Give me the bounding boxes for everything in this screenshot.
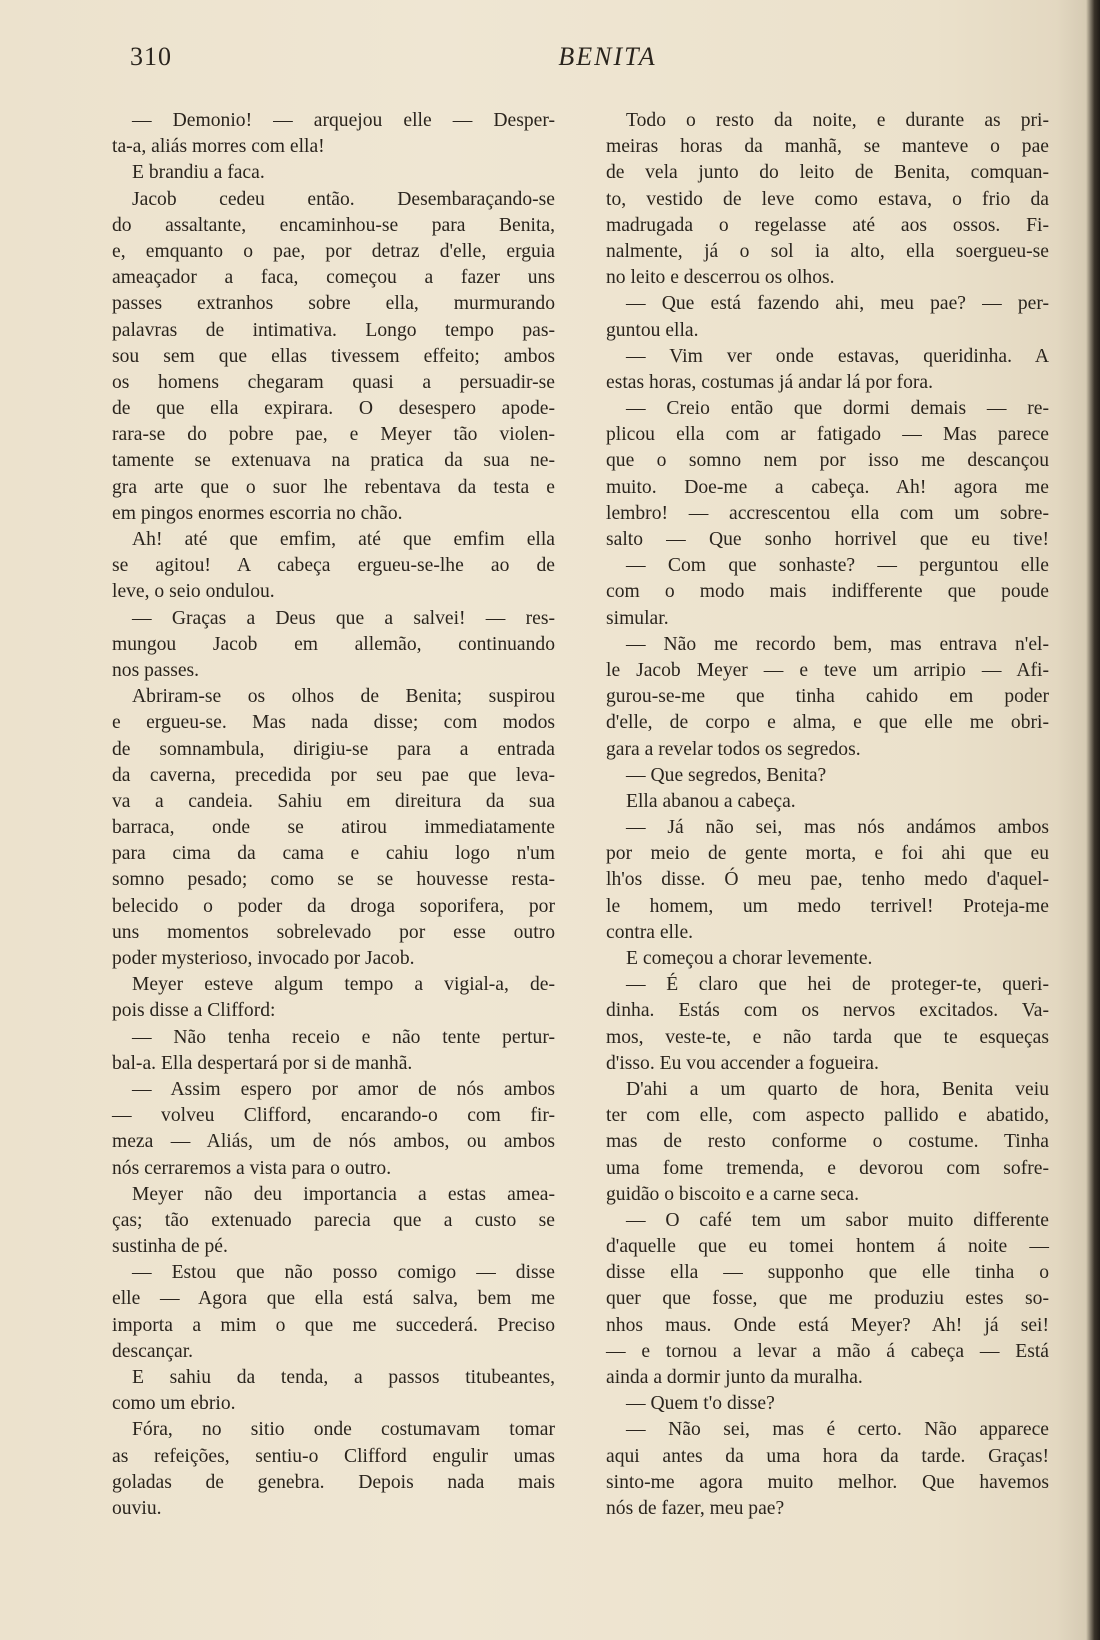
text-line: Todo o resto da noite, e durante as pri- <box>626 110 1049 131</box>
text-line: mas de resto conforme o costume. Tinha <box>606 1131 1049 1153</box>
text-line: — É claro que hei de proteger-te, queri- <box>626 974 1049 996</box>
text-line: nhos maus. Onde está Meyer? Ah! já sei! <box>606 1314 1049 1336</box>
text-line: ças; tão extenuado parecia que a custo se <box>112 1209 555 1231</box>
text-line: salto — Que sonho horrivel que eu tive! <box>606 529 1049 550</box>
text-line: — Com que sonhaste? — perguntou elle <box>626 555 1049 577</box>
text-line: somno pesado; como se se houvesse resta- <box>112 869 555 891</box>
text-line: meiras horas da manhã, se manteve o pae <box>606 136 1049 158</box>
text-line: goladas de genebra. Depois nada mais <box>112 1471 555 1493</box>
text-line: belecido o poder da droga soporifera, por <box>112 895 555 917</box>
text-line: — Creio então que dormi demais — re- <box>626 398 1049 420</box>
page-header <box>130 42 1055 82</box>
page-number: 310 <box>130 42 172 71</box>
text-line: Abriram-se os olhos de Benita; suspirou <box>132 686 555 708</box>
text-line: no leito e descerrou os olhos. <box>606 267 835 289</box>
text-line: ouviu. <box>112 1497 162 1519</box>
text-line: Meyer esteve algum tempo a vigial-a, de- <box>132 974 555 996</box>
text-line: da caverna, precedida por seu pae que leva- <box>112 764 555 786</box>
text-line: simular. <box>606 607 669 629</box>
text-line: dinha. Estás com os nervos excitados. Va- <box>606 1000 1049 1022</box>
text-line: em pingos enormes escorria no chão. <box>112 502 403 524</box>
text-line: e ergueu-se. Mas nada disse; com modos <box>112 712 555 734</box>
text-line: le Jacob Meyer — e teve um arripio — Afi- <box>606 659 1049 681</box>
text-line: palavras de intimativa. Longo tempo pas- <box>112 319 555 341</box>
text-line: de que ella expirara. O desespero apode- <box>112 398 555 420</box>
text-line: de somnambula, dirigiu-se para a entrada <box>112 738 555 760</box>
text-line: que o somno nem por isso me descançou <box>606 450 1049 472</box>
text-line: os homens chegaram quasi a persuadir-se <box>112 371 555 393</box>
text-line: gurou-se-me que tinha cahido em poder <box>606 686 1049 708</box>
text-line: por meio de gente morta, e foi ahi que eu <box>606 843 1049 865</box>
text-line: — Já não sei, mas nós andámos ambos <box>626 817 1049 839</box>
text-line: sou sem que ellas tivessem effeito; ambos <box>112 345 555 367</box>
text-line: plicou ella com ar fatigado — Mas parece <box>606 424 1049 446</box>
text-line: le homem, um medo terrivel! Proteja-me <box>606 895 1049 917</box>
text-line: Fóra, no sitio onde costumavam tomar <box>132 1419 555 1441</box>
text-line: as refeições, sentiu-o Clifford engulir umas <box>112 1445 555 1467</box>
text-line: sinto-me agora muito melhor. Que havemos <box>606 1471 1049 1493</box>
text-line: — Graças a Deus que a salvei! — res- <box>132 607 555 629</box>
text-line: do assaltante, encaminhou-se para Benita, <box>112 214 555 236</box>
book-spine-shadow <box>1086 0 1100 1640</box>
text-line: nos passes. <box>112 659 200 681</box>
text-line: nós cerraremos a vista para o outro. <box>112 1157 392 1179</box>
text-line: passes extranhos sobre ella, murmurando <box>112 293 555 315</box>
text-line: Jacob cedeu então. Desembaraçando-se <box>132 188 555 210</box>
text-line: ameaçador a faca, começou a fazer uns <box>112 267 555 289</box>
text-line: — Que segredos, Benita? <box>626 764 827 786</box>
text-line: como um ebrio. <box>112 1393 236 1415</box>
right-text-column <box>606 108 1049 1522</box>
text-line: — Vim ver onde estavas, queridinha. A <box>626 345 1049 367</box>
text-line: importa a mim o que me succederá. Preciso <box>112 1314 555 1336</box>
text-line: gra arte que o suor lhe rebentava da testa e <box>112 476 555 498</box>
text-line: meza — Aliás, um de nós ambos, ou ambos <box>112 1131 555 1153</box>
text-line: disse ella — supponho que elle tinha o <box>606 1262 1049 1284</box>
text-line: — Estou que não posso comigo — disse <box>132 1262 555 1284</box>
text-line: — Quem t'o disse? <box>626 1393 775 1415</box>
left-text-column <box>112 108 555 1522</box>
text-line: va a candeia. Sahiu em direitura da sua <box>112 790 555 812</box>
text-line: d'aquelle que eu tomei hontem á noite — <box>606 1236 1049 1258</box>
text-line: Ah! até que emfim, até que emfim ella <box>132 529 555 550</box>
text-line: — O café tem um sabor muito differente <box>626 1209 1049 1231</box>
text-line: de vela junto do leito de Benita, comquan- <box>606 162 1049 184</box>
text-line: barraca, onde se atirou immediatamente <box>112 817 555 839</box>
text-line: lembro! — accrescentou ella com um sobre- <box>606 502 1049 524</box>
text-line: lh'os disse. Ó meu pae, tenho medo d'aquel- <box>606 869 1049 891</box>
text-line: — e tornou a levar a mão á cabeça — Está <box>606 1340 1049 1362</box>
running-title: BENITA <box>558 42 657 71</box>
text-line: se agitou! A cabeça ergueu-se-lhe ao de <box>112 555 555 577</box>
text-line: estas horas, costumas já andar lá por fora. <box>606 371 933 393</box>
text-line: leve, o seio ondulou. <box>112 581 275 603</box>
text-line: aqui antes da uma hora da tarde. Graças! <box>606 1445 1049 1467</box>
text-line: D'ahi a um quarto de hora, Benita veiu <box>626 1078 1049 1100</box>
text-line: to, vestido de leve como estava, o frio da <box>606 188 1049 210</box>
text-line: — Demonio! — arquejou elle — Desper- <box>132 110 555 131</box>
text-line: tamente se extenuava na pratica da sua ne- <box>112 450 555 472</box>
text-line: quer que fosse, que me produziu estes so- <box>606 1288 1049 1310</box>
text-line: sustinha de pé. <box>112 1236 228 1258</box>
text-line: gara a revelar todos os segredos. <box>606 738 861 760</box>
text-line: descançar. <box>112 1340 194 1362</box>
text-line: — Não tenha receio e não tente pertur- <box>132 1026 555 1048</box>
text-line: — Assim espero por amor de nós ambos <box>132 1078 555 1100</box>
text-line: d'isso. Eu vou accender a fogueira. <box>606 1052 879 1074</box>
text-line: ainda a dormir junto da muralha. <box>606 1367 863 1388</box>
text-line: para cima da cama e cahiu logo n'um <box>112 843 555 865</box>
text-line: uns momentos sobrelevado por esse outro <box>112 921 555 943</box>
text-line: mungou Jacob em allemão, continuando <box>112 633 555 655</box>
text-line: d'elle, de corpo e alma, e que elle me obri- <box>606 712 1049 734</box>
text-line: rara-se do pobre pae, e Meyer tão violen- <box>112 424 555 446</box>
text-line: — Não sei, mas é certo. Não apparece <box>626 1419 1049 1441</box>
text-line: nós de fazer, meu pae? <box>606 1497 785 1519</box>
text-line: madrugada o regelasse até aos ossos. Fi- <box>606 214 1049 236</box>
text-line: Meyer não deu importancia a estas amea- <box>132 1183 555 1205</box>
text-line: pois disse a Clifford: <box>112 1000 276 1022</box>
text-line: poder mysterioso, invocado por Jacob. <box>112 948 415 969</box>
text-line: guntou ella. <box>606 319 699 341</box>
text-line: ta-a, aliás morres com ella! <box>112 136 325 158</box>
text-line: guidão o biscoito e a carne seca. <box>606 1183 859 1205</box>
text-line: ter com elle, com aspecto pallido e abatido, <box>606 1105 1049 1127</box>
text-line: Ella abanou a cabeça. <box>626 790 796 812</box>
text-line: muito. Doe-me a cabeça. Ah! agora me <box>606 476 1049 498</box>
text-line: mos, veste-te, e não tarda que te esqueças <box>606 1026 1049 1048</box>
text-line: — Não me recordo bem, mas entrava n'el- <box>626 633 1049 655</box>
text-line: com o modo mais indifferente que poude <box>606 581 1049 603</box>
text-line: — Que está fazendo ahi, meu pae? — per- <box>626 293 1049 315</box>
text-line: e, emquanto o pae, por detraz d'elle, erguia <box>112 240 555 262</box>
text-line: — volveu Clifford, encarando-o com fir- <box>112 1105 555 1127</box>
text-line: uma fome tremenda, e devorou com sofre- <box>606 1157 1049 1179</box>
text-line: E brandiu a faca. <box>132 162 265 184</box>
text-line: bal-a. Ella despertará por si de manhã. <box>112 1052 413 1074</box>
text-line: E sahiu da tenda, a passos titubeantes, <box>132 1367 555 1388</box>
text-line: E começou a chorar levemente. <box>626 948 873 969</box>
text-line: nalmente, já o sol ia alto, ella soergueu-se <box>606 240 1049 262</box>
text-line: elle — Agora que ella está salva, bem me <box>112 1288 555 1310</box>
text-line: contra elle. <box>606 921 694 943</box>
